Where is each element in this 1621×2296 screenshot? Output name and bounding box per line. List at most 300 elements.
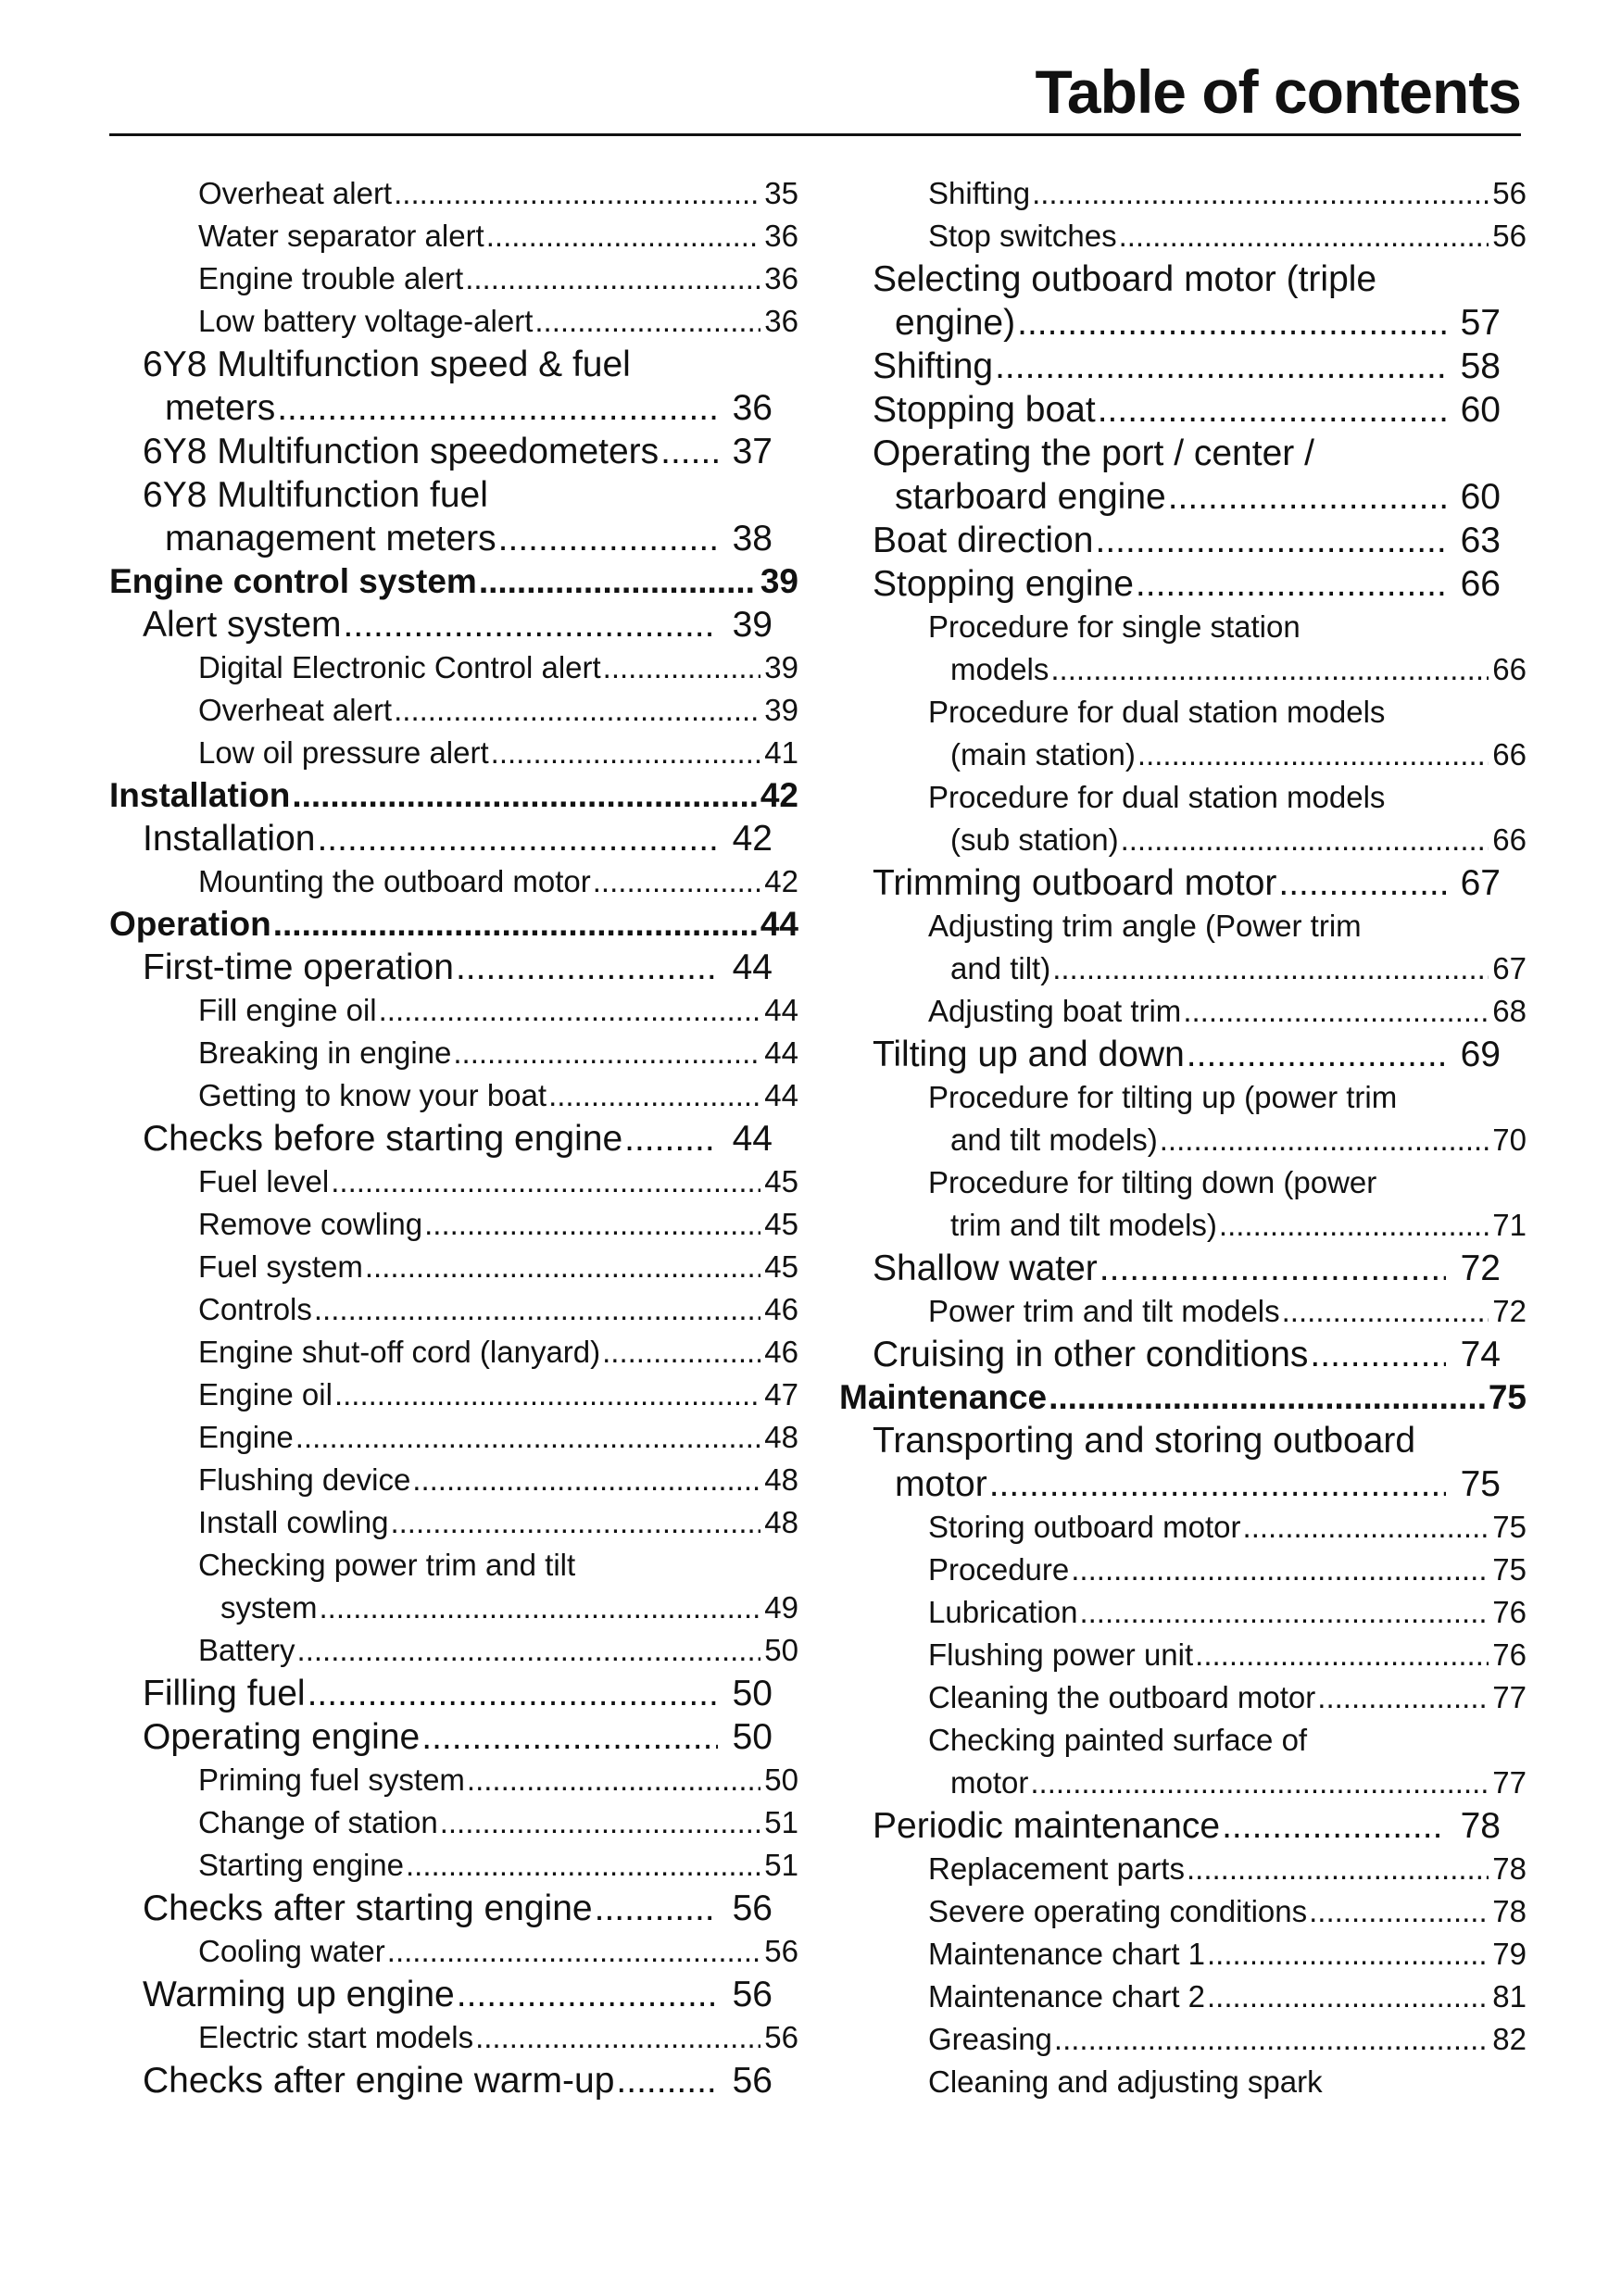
page-number: 60: [1460, 390, 1501, 430]
dot-leader: [1187, 1848, 1489, 1890]
toc-subsection-entry[interactable]: [109, 1117, 798, 1161]
toc-subsection-entry[interactable]: [109, 1887, 798, 1930]
page-number: 56: [732, 1888, 773, 1928]
toc-entry-title: Installation: [143, 819, 316, 859]
toc-entry-title: First-time operation: [143, 947, 454, 987]
dot-leader: [1309, 1890, 1489, 1933]
toc-entry-title: Procedure: [928, 1552, 1070, 1587]
toc-entry-title: Adjusting boat trim: [928, 994, 1182, 1028]
dot-leader: [602, 1331, 760, 1374]
dot-leader: [1207, 1976, 1489, 2018]
toc-entry-title-continuation: (sub station): [950, 822, 1119, 857]
page-number: 57: [1460, 303, 1501, 343]
toc-item-entry[interactable]: [839, 1676, 1527, 1719]
dot-leader: [1052, 947, 1489, 990]
toc-subsection-entry[interactable]: [109, 817, 798, 860]
toc-entry-title: Maintenance: [839, 1378, 1048, 1416]
toc-item-entry[interactable]: [109, 1416, 798, 1459]
page-number: 70: [1492, 1123, 1527, 1157]
toc-entry-title-continuation: motor: [950, 1765, 1029, 1800]
dot-leader: [387, 1930, 761, 1973]
toc-entry-title: Change of station: [198, 1805, 438, 1839]
toc-item-entry[interactable]: [109, 1759, 798, 1801]
toc-item-entry[interactable]: [839, 1591, 1527, 1634]
toc-entry-title: Cleaning the outboard motor: [928, 1680, 1316, 1714]
dot-leader: [616, 2059, 717, 2102]
toc-entry-title: Fill engine oil: [198, 993, 377, 1027]
toc-entry-title: Procedure for tilting up (power trim: [928, 1080, 1398, 1114]
dot-leader: [1030, 1762, 1489, 1804]
toc-item-entry[interactable]: [109, 1544, 798, 1629]
toc-entry-title: Priming fuel system: [198, 1763, 465, 1797]
toc-entry-title: Controls: [198, 1292, 312, 1326]
page-number: 44: [760, 905, 798, 943]
toc-item-entry[interactable]: [839, 172, 1527, 215]
toc-item-entry[interactable]: [109, 1246, 798, 1288]
toc-item-entry[interactable]: [839, 1290, 1527, 1333]
page-number: 66: [1460, 564, 1501, 604]
dot-leader: [1317, 1676, 1489, 1719]
dot-leader: [440, 1801, 761, 1844]
dot-leader: [334, 1374, 760, 1416]
page-number: 75: [1492, 1510, 1527, 1544]
toc-entry-title: Lubrication: [928, 1595, 1078, 1629]
toc-item-entry[interactable]: [839, 1506, 1527, 1549]
toc-entry-title: Low battery voltage-alert: [198, 304, 534, 338]
toc-entry-title: Storing outboard motor: [928, 1510, 1241, 1544]
toc-entry-title-continuation: (main station): [950, 737, 1136, 772]
toc-entry-title: Breaking in engine: [198, 1035, 452, 1070]
toc-item-entry[interactable]: [109, 1161, 798, 1203]
toc-entry-title: Adjusting trim angle (Power trim: [928, 909, 1362, 943]
toc-entry-title-continuation: system: [220, 1590, 318, 1625]
toc-item-entry[interactable]: [109, 989, 798, 1032]
toc-entry-title: Checks before starting engine: [143, 1119, 623, 1159]
toc-item-entry[interactable]: [839, 691, 1527, 776]
toc-subsection-entry[interactable]: [839, 432, 1527, 519]
dot-leader: [406, 1844, 760, 1887]
toc-entry-title: Engine: [198, 1420, 294, 1454]
toc-subsection-entry[interactable]: [839, 1804, 1527, 1848]
toc-entry-title: Shallow water: [873, 1248, 1098, 1288]
toc-item-entry[interactable]: [109, 1288, 798, 1331]
toc-entry-title: Flushing power unit: [928, 1637, 1194, 1672]
dot-leader: [593, 860, 761, 903]
toc-entry-title: Battery: [198, 1633, 295, 1667]
page-number: 56: [1492, 176, 1527, 210]
dot-leader: [534, 300, 760, 343]
toc-subsection-entry[interactable]: [109, 946, 798, 989]
toc-entry-title-continuation: starboard engine: [895, 477, 1166, 517]
toc-subsection-entry[interactable]: [839, 345, 1527, 388]
toc-subsection-entry[interactable]: [839, 257, 1527, 345]
toc-item-entry[interactable]: [109, 300, 798, 343]
dot-leader: [660, 430, 717, 473]
page-number: 39: [764, 650, 798, 684]
toc-entry-title: Trimming outboard motor: [873, 863, 1277, 903]
toc-subsection-entry[interactable]: [839, 1247, 1527, 1290]
dot-leader: [295, 1416, 761, 1459]
toc-subsection-entry[interactable]: [839, 562, 1527, 606]
toc-subsection-entry[interactable]: [109, 343, 798, 430]
dot-leader: [1100, 1247, 1446, 1290]
toc-entry-title-continuation: trim and tilt models): [950, 1208, 1217, 1242]
toc-subsection-entry[interactable]: [839, 1333, 1527, 1376]
toc-entry-title: Shifting: [928, 176, 1031, 210]
toc-item-entry[interactable]: [109, 646, 798, 689]
page-number: 47: [764, 1377, 798, 1411]
toc-subsection-entry[interactable]: [109, 603, 798, 646]
toc-item-entry[interactable]: [109, 1629, 798, 1672]
toc-entry-title-continuation: motor: [895, 1464, 987, 1504]
toc-entry-title: Engine trouble alert: [198, 261, 464, 295]
dot-leader: [1121, 819, 1489, 861]
page-number: 78: [1492, 1851, 1527, 1886]
toc-column-right: [839, 172, 1527, 2103]
toc-item-entry[interactable]: [109, 257, 798, 300]
dot-leader: [292, 774, 757, 817]
toc-subsection-entry[interactable]: [839, 519, 1527, 562]
dot-leader: [486, 215, 761, 257]
dot-leader: [1049, 1376, 1485, 1419]
page-number: 44: [764, 1078, 798, 1112]
toc-entry-title: Getting to know your boat: [198, 1078, 547, 1112]
toc-item-entry[interactable]: [839, 905, 1527, 990]
page-number: 44: [764, 1035, 798, 1070]
dot-leader: [1054, 2018, 1489, 2061]
toc-subsection-entry[interactable]: [839, 388, 1527, 432]
toc-column-left: [109, 172, 798, 2102]
page-number: 76: [1492, 1595, 1527, 1629]
toc-item-entry[interactable]: [109, 1501, 798, 1544]
toc-item-entry[interactable]: [109, 1459, 798, 1501]
dot-leader: [1195, 1634, 1489, 1676]
dot-leader: [465, 257, 760, 300]
toc-entry-title: Filling fuel: [143, 1674, 306, 1713]
page-number: 48: [764, 1505, 798, 1539]
toc-item-entry[interactable]: [839, 1549, 1527, 1591]
toc-entry-title: Flushing device: [198, 1462, 411, 1497]
toc-item-entry[interactable]: [839, 1933, 1527, 1976]
toc-entry-title: Periodic maintenance: [873, 1806, 1221, 1846]
page-number: 77: [1492, 1765, 1527, 1800]
page-number: 42: [760, 776, 798, 814]
toc-item-entry[interactable]: [109, 1032, 798, 1074]
page-number: 68: [1492, 994, 1527, 1028]
page-number: 76: [1492, 1637, 1527, 1672]
toc-entry-title: Install cowling: [198, 1505, 389, 1539]
toc-entry-title: Stopping boat: [873, 390, 1096, 430]
toc-entry-title: Power trim and tilt models: [928, 1294, 1280, 1328]
toc-entry-title: Stop switches: [928, 219, 1117, 253]
page-number: 78: [1460, 1806, 1501, 1846]
dot-leader: [456, 946, 718, 989]
toc-subsection-entry[interactable]: [839, 861, 1527, 905]
toc-subsection-entry[interactable]: [109, 1973, 798, 2016]
page-number: 48: [764, 1420, 798, 1454]
page-number: 37: [732, 432, 773, 471]
dot-leader: [390, 1501, 760, 1544]
dot-leader: [467, 1759, 760, 1801]
page-number: 77: [1492, 1680, 1527, 1714]
toc-entry-title: Electric start models: [198, 2020, 474, 2054]
toc-item-entry[interactable]: [109, 1930, 798, 1973]
dot-leader: [1282, 1290, 1489, 1333]
page-number: 66: [1492, 652, 1527, 686]
page-number: 78: [1492, 1894, 1527, 1928]
page-number: 75: [1460, 1464, 1501, 1504]
dot-leader: [412, 1459, 760, 1501]
toc-item-entry[interactable]: [839, 1719, 1527, 1804]
page-number: 51: [764, 1805, 798, 1839]
dot-leader: [308, 1672, 718, 1715]
toc-item-entry[interactable]: [109, 2016, 798, 2059]
dot-leader: [548, 1074, 760, 1117]
dot-leader: [1095, 519, 1445, 562]
toc-item-entry[interactable]: [839, 606, 1527, 691]
page-number: 36: [764, 261, 798, 295]
page-number: 39: [760, 562, 798, 600]
toc-entry-title: Maintenance chart 1: [928, 1937, 1206, 1971]
toc-item-entry[interactable]: [839, 1890, 1527, 1933]
toc-item-entry[interactable]: [109, 860, 798, 903]
page-number: 82: [1492, 2022, 1527, 2056]
page-number: 81: [1492, 1979, 1527, 2014]
dot-leader: [457, 1973, 718, 2016]
dot-leader: [603, 646, 761, 689]
toc-entry-title: Overheat alert: [198, 693, 393, 727]
dot-leader: [1017, 301, 1446, 345]
toc-section-entry[interactable]: [109, 774, 798, 817]
toc-entry-title: Water separator alert: [198, 219, 484, 253]
dot-leader: [1136, 562, 1446, 606]
toc-item-entry[interactable]: [839, 1634, 1527, 1676]
page-number: 75: [1492, 1552, 1527, 1587]
toc-entry-title: Fuel system: [198, 1249, 363, 1284]
page-number: 79: [1492, 1937, 1527, 1971]
toc-entry-title: Procedure for single station: [928, 609, 1301, 644]
toc-item-entry[interactable]: [109, 1374, 798, 1416]
page-number: 45: [764, 1164, 798, 1198]
toc-subsection-entry[interactable]: [109, 1715, 798, 1759]
title-divider: [109, 133, 1521, 136]
toc-entry-title: Tilting up and down: [873, 1035, 1185, 1074]
dot-leader: [379, 989, 761, 1032]
toc-section-entry[interactable]: [109, 903, 798, 946]
toc-entry-title: Replacement parts: [928, 1851, 1185, 1886]
page-number: 71: [1492, 1208, 1527, 1242]
page-number: 67: [1492, 951, 1527, 985]
dot-leader: [1137, 734, 1489, 776]
page-number: 50: [732, 1717, 773, 1757]
toc-entry-title: Severe operating conditions: [928, 1894, 1308, 1928]
toc-subsection-entry[interactable]: [109, 430, 798, 473]
toc-item-entry[interactable]: [109, 215, 798, 257]
toc-entry-title: Alert system: [143, 605, 342, 645]
page-number: 42: [732, 819, 773, 859]
toc-entry-title: Operating the port / center /: [873, 433, 1314, 473]
toc-entry-title: Fuel level: [198, 1164, 330, 1198]
toc-subsection-entry[interactable]: [109, 2059, 798, 2102]
toc-subsection-entry[interactable]: [109, 473, 798, 560]
dot-leader: [1243, 1506, 1489, 1549]
dot-leader: [331, 1161, 760, 1203]
page-number: 39: [732, 605, 773, 645]
dot-leader: [344, 603, 718, 646]
page-number: 50: [732, 1674, 773, 1713]
toc-item-entry[interactable]: [109, 1074, 798, 1117]
toc-subsection-entry[interactable]: [109, 1672, 798, 1715]
dot-leader: [394, 172, 760, 215]
dot-leader: [1071, 1549, 1489, 1591]
dot-leader: [453, 1032, 760, 1074]
toc-item-entry[interactable]: [109, 172, 798, 215]
page-number: 38: [732, 519, 773, 558]
dot-leader: [475, 2016, 760, 2059]
page-number: 36: [732, 388, 773, 428]
toc-entry-title: Stopping engine: [873, 564, 1134, 604]
toc-entry-title: Engine oil: [198, 1377, 333, 1411]
page-number: 44: [764, 993, 798, 1027]
toc-entry-title: Warming up engine: [143, 1975, 455, 2014]
page-number: 66: [1492, 737, 1527, 772]
toc-entry-title-continuation: and tilt): [950, 951, 1051, 985]
page-number: 56: [764, 2020, 798, 2054]
dot-leader: [1310, 1333, 1445, 1376]
toc-entry-title: Low oil pressure alert: [198, 735, 489, 770]
toc-entry-title: Operation: [109, 905, 271, 943]
page-number: 44: [732, 1119, 773, 1159]
dot-leader: [1168, 475, 1446, 519]
page-number: 66: [1492, 822, 1527, 857]
toc-entry-title: Greasing: [928, 2022, 1052, 2056]
dot-leader: [1278, 861, 1445, 905]
toc-item-entry[interactable]: [839, 1848, 1527, 1890]
toc-entry-title: Procedure for dual station models: [928, 780, 1386, 814]
page-number: 56: [1492, 219, 1527, 253]
toc-entry-title: Installation: [109, 776, 291, 814]
toc-entry-title: Maintenance chart 2: [928, 1979, 1206, 2014]
toc-entry-title: Checking power trim and tilt: [198, 1548, 576, 1582]
toc-entry-title: Checks after starting engine: [143, 1888, 593, 1928]
page-number: 39: [764, 693, 798, 727]
dot-leader: [1187, 1033, 1446, 1076]
toc-entry-title: Selecting outboard motor (triple: [873, 259, 1377, 299]
toc-item-entry[interactable]: [109, 1331, 798, 1374]
toc-entry-title-continuation: models: [950, 652, 1049, 686]
toc-item-entry[interactable]: [109, 732, 798, 774]
toc-entry-title: Cleaning and adjusting spark: [928, 2064, 1323, 2099]
toc-section-entry[interactable]: [839, 1376, 1527, 1419]
toc-entry-title-continuation: management meters: [165, 519, 496, 558]
toc-item-entry[interactable]: [109, 1203, 798, 1246]
page-number: 56: [732, 2061, 773, 2101]
toc-entry-title: Shifting: [873, 346, 994, 386]
toc-entry-title: Starting engine: [198, 1848, 404, 1882]
toc-entry-title: Overheat alert: [198, 176, 393, 210]
dot-leader: [365, 1246, 760, 1288]
toc-item-entry[interactable]: [839, 2018, 1527, 2061]
dot-leader: [498, 517, 718, 560]
toc-entry-title: Checking painted surface of: [928, 1723, 1308, 1757]
page-number: 75: [1488, 1378, 1527, 1416]
page-number: 67: [1460, 863, 1501, 903]
page-number: 60: [1460, 477, 1501, 517]
toc-item-entry[interactable]: [839, 1976, 1527, 2018]
toc-item-entry[interactable]: [839, 215, 1527, 257]
toc-entry-title: Operating engine: [143, 1717, 421, 1757]
toc-entry-title: Cooling water: [198, 1934, 385, 1968]
dot-leader: [989, 1462, 1446, 1506]
page-number: 56: [732, 1975, 773, 2014]
page-number: 35: [764, 176, 798, 210]
dot-leader: [273, 903, 757, 946]
dot-leader: [1032, 172, 1489, 215]
toc-entry-title: Cruising in other conditions: [873, 1335, 1309, 1374]
toc-item-entry[interactable]: [839, 1076, 1527, 1161]
dot-leader: [595, 1887, 718, 1930]
dot-leader: [491, 732, 761, 774]
dot-leader: [1183, 990, 1489, 1033]
toc-entry-title: Remove cowling: [198, 1207, 423, 1241]
toc-subsection-entry[interactable]: [839, 1419, 1527, 1506]
page-number: 42: [764, 864, 798, 898]
toc-entry-title: Transporting and storing outboard: [873, 1421, 1416, 1461]
page-number: 56: [764, 1934, 798, 1968]
toc-item-entry[interactable]: [109, 689, 798, 732]
toc-item-entry[interactable]: [839, 1161, 1527, 1247]
dot-leader: [277, 386, 717, 430]
dot-leader: [1219, 1204, 1489, 1247]
page-number: 69: [1460, 1035, 1501, 1074]
page-number: 50: [764, 1633, 798, 1667]
dot-leader: [995, 345, 1446, 388]
toc-subsection-entry[interactable]: [839, 1033, 1527, 1076]
page-number: 51: [764, 1848, 798, 1882]
page-number: 74: [1460, 1335, 1501, 1374]
toc-entry-title: Procedure for dual station models: [928, 695, 1386, 729]
toc-item-entry[interactable]: [839, 776, 1527, 861]
page-number: 63: [1460, 521, 1501, 560]
toc-entry-title: Digital Electronic Control alert: [198, 650, 601, 684]
page-number: 44: [732, 947, 773, 987]
toc-section-entry[interactable]: [109, 560, 798, 603]
dot-leader: [424, 1203, 760, 1246]
page-number: 36: [764, 304, 798, 338]
page-number: 36: [764, 219, 798, 253]
toc-entry-title: 6Y8 Multifunction fuel: [143, 475, 488, 515]
dot-leader: [1119, 215, 1489, 257]
page-number: 58: [1460, 346, 1501, 386]
dot-leader: [1207, 1933, 1489, 1976]
toc-entry-title: Checks after engine warm-up: [143, 2061, 615, 2101]
toc-item-entry[interactable]: [839, 990, 1527, 1033]
toc-entry-title: Engine shut-off cord (lanyard): [198, 1335, 601, 1369]
page-number: 41: [764, 735, 798, 770]
toc-entry-title-continuation: and tilt models): [950, 1123, 1158, 1157]
dot-leader: [317, 817, 717, 860]
toc-item-entry[interactable]: [839, 2061, 1527, 2103]
toc-item-entry[interactable]: [109, 1844, 798, 1887]
page-number: 45: [764, 1207, 798, 1241]
page-number: 48: [764, 1462, 798, 1497]
toc-entry-title: 6Y8 Multifunction speedometers: [143, 432, 660, 471]
toc-item-entry[interactable]: [109, 1801, 798, 1844]
dot-leader: [479, 560, 757, 603]
dot-leader: [421, 1715, 717, 1759]
toc-entry-title: Boat direction: [873, 521, 1094, 560]
page-number: 72: [1460, 1248, 1501, 1288]
